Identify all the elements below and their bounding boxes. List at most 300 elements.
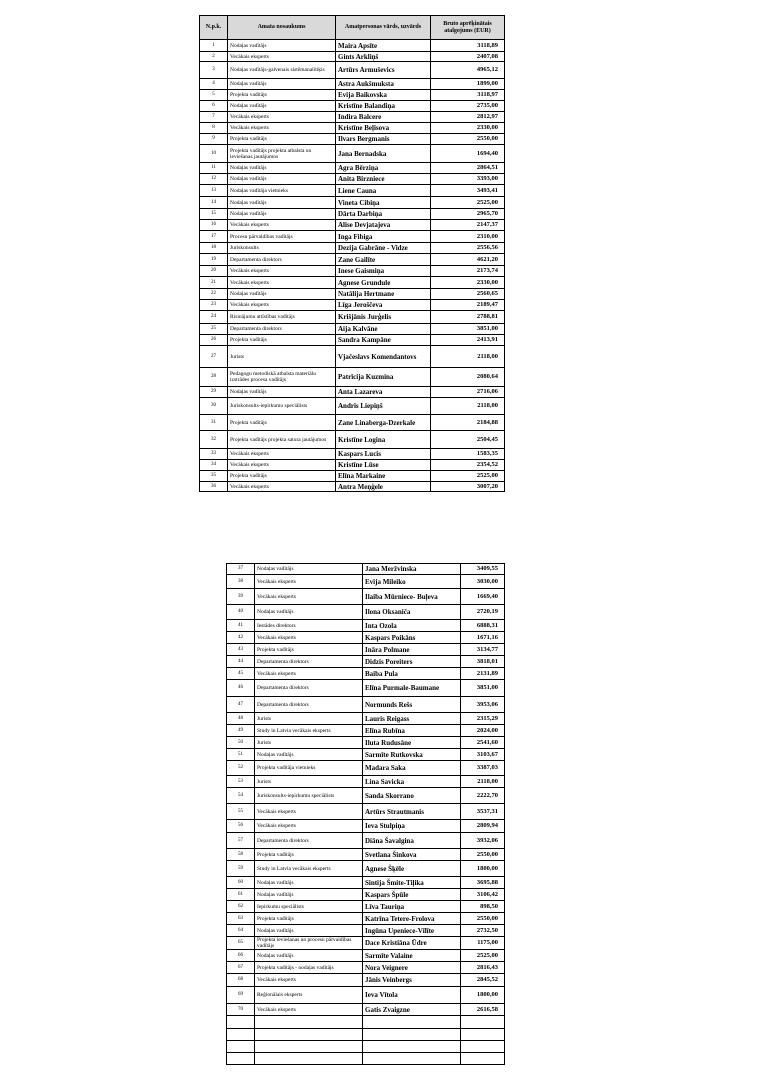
- row-salary: 2173,74: [431, 266, 505, 277]
- row-person-name: Baiba Pula: [363, 668, 461, 680]
- row-position: Iestādes direktors: [255, 620, 363, 632]
- row-salary: 2720,19: [461, 605, 505, 620]
- table-row: [227, 761, 505, 776]
- row-position: Juriskonsults-iepirkumu speciālists: [228, 398, 336, 415]
- row-person-name: Elīna Purmale-Baumane: [363, 680, 461, 697]
- row-position: Nodaļas vadītājs: [255, 564, 363, 575]
- table-row: [200, 174, 505, 185]
- row-salary: 2189,47: [431, 300, 505, 311]
- row-salary: 2550,00: [461, 849, 505, 861]
- row-position: Vecākais eksperts: [255, 804, 363, 820]
- table-row: [227, 889, 505, 901]
- row-number: 16: [200, 220, 228, 231]
- row-salary: 3409,55: [461, 564, 505, 575]
- row-number: 36: [200, 482, 228, 492]
- row-number: 49: [227, 725, 255, 737]
- row-salary: 2330,00: [431, 277, 505, 289]
- row-salary: 2024,00: [461, 725, 505, 737]
- row-salary: 2080,64: [431, 368, 505, 387]
- row-position: Projekta vadītājs: [255, 913, 363, 925]
- row-person-name: Gatis Zvaigzne: [363, 1004, 461, 1016]
- row-number: 2: [200, 52, 228, 62]
- row-salary: 2812,97: [431, 112, 505, 123]
- table-row: [200, 431, 505, 449]
- row-position: [255, 1029, 363, 1041]
- row-position: Nodaļas vadītājs: [228, 40, 336, 52]
- table-row: [227, 913, 505, 925]
- row-position: Vecākais eksperts: [255, 575, 363, 589]
- row-number: 53: [227, 776, 255, 788]
- row-position: Vecākais eksperts: [228, 266, 336, 277]
- row-person-name: Natālija Hertmane: [336, 289, 431, 300]
- table-row: [200, 101, 505, 112]
- row-salary: 2222,70: [461, 788, 505, 804]
- row-person-name: Normunds Rešs: [363, 697, 461, 713]
- row-person-name: Svetlana Šinkova: [363, 849, 461, 861]
- row-number: 1: [200, 40, 228, 52]
- row-person-name: Patrīcija Kuzmina: [336, 368, 431, 387]
- row-number: 70: [227, 1004, 255, 1016]
- row-salary: 1899,00: [431, 79, 505, 90]
- row-position: Nodaļas vadītājs: [255, 925, 363, 937]
- row-salary: 2118,00: [461, 776, 505, 788]
- row-person-name: Ilona Oksaniča: [363, 605, 461, 620]
- table-body-part-2: [227, 564, 505, 1065]
- header-number: N.p.k.: [200, 16, 228, 40]
- row-position: Vecākais eksperts: [255, 820, 363, 833]
- row-person-name: Indira Balcere: [336, 112, 431, 123]
- table-row: [227, 605, 505, 620]
- row-salary: 2525,00: [431, 197, 505, 209]
- row-position: Procesu pārvaldības vadītājs: [228, 231, 336, 243]
- table-row: [200, 112, 505, 123]
- row-salary: 2965,70: [431, 209, 505, 220]
- row-position: Nodaļas vadītājs-galvenais sistēmanalītiķis: [228, 62, 336, 79]
- row-person-name: Evija Mileiko: [363, 575, 461, 589]
- row-person-name: Ināra Polmane: [363, 644, 461, 656]
- row-number: 40: [227, 605, 255, 620]
- row-position: Projekta vadītājs: [228, 415, 336, 431]
- row-position: Nodaļas vadītājs: [228, 101, 336, 112]
- row-person-name: Sarmīte Rutkovska: [363, 749, 461, 761]
- row-salary: 3932,06: [461, 833, 505, 849]
- table-row: [227, 644, 505, 656]
- row-position: Vecākais eksperts: [228, 123, 336, 134]
- row-position: Risinājumu attīstības vadītājs: [228, 311, 336, 324]
- row-position: Nodaļas vadītājs: [228, 289, 336, 300]
- row-position: Vecākais eksperts: [228, 449, 336, 460]
- row-number: 50: [227, 737, 255, 749]
- header-position: Amata nosaukums: [228, 16, 336, 40]
- table-row: [200, 231, 505, 243]
- row-position: Nodaļas vadītājs: [228, 79, 336, 90]
- row-salary: 2147,37: [431, 220, 505, 231]
- table-row: [200, 52, 505, 62]
- row-salary: 2354,52: [431, 460, 505, 471]
- row-number: 8: [200, 123, 228, 134]
- row-person-name: Inga Fibiga: [336, 231, 431, 243]
- row-person-name: Liene Cauna: [336, 185, 431, 197]
- row-person-name: Ilvars Bergmanis: [336, 134, 431, 145]
- table-row: [227, 697, 505, 713]
- table-row: [200, 163, 505, 174]
- row-person-name: Elīna Rubīna: [363, 725, 461, 737]
- table-row: [200, 460, 505, 471]
- row-salary: 898,50: [461, 901, 505, 913]
- row-position: Vecākais eksperts: [255, 1004, 363, 1016]
- row-person-name: Didzis Poreiters: [363, 656, 461, 668]
- table-row: [227, 937, 505, 950]
- row-person-name: Ingūna Upeniece-Vīlīte: [363, 925, 461, 937]
- table-row: [227, 962, 505, 974]
- table-row: [200, 123, 505, 134]
- row-number: 21: [200, 277, 228, 289]
- row-salary: 2131,89: [461, 668, 505, 680]
- row-person-name: Kristīne Balandiņa: [336, 101, 431, 112]
- row-person-name: Līva Tauriņa: [363, 901, 461, 913]
- table-row: [200, 471, 505, 482]
- table-row: [227, 680, 505, 697]
- salary-table-part-1: [199, 15, 505, 492]
- row-person-name: Jānis Veinbergs: [363, 974, 461, 987]
- row-position: Departamenta direktors: [255, 656, 363, 668]
- row-person-name: Diāna Šavalgina: [363, 833, 461, 849]
- row-number: 44: [227, 656, 255, 668]
- header-name: Amatpersonas vārds, uzvārds: [336, 16, 431, 40]
- row-salary: 2330,00: [431, 123, 505, 134]
- row-salary: 2407,08: [431, 52, 505, 62]
- table-row: [227, 820, 505, 833]
- row-salary: 3851,00: [461, 680, 505, 697]
- row-number: 29: [200, 387, 228, 398]
- table-row: [227, 749, 505, 761]
- row-person-name: Evija Baikovska: [336, 90, 431, 101]
- row-number: 47: [227, 697, 255, 713]
- row-salary: 1175,00: [461, 937, 505, 950]
- row-salary: 2732,50: [461, 925, 505, 937]
- row-salary: 2864,51: [431, 163, 505, 174]
- row-person-name: Gints Arkliņš: [336, 52, 431, 62]
- row-salary: 2315,29: [461, 713, 505, 725]
- row-position: Reģionālais eksperts: [255, 987, 363, 1004]
- row-number: 17: [200, 231, 228, 243]
- row-person-name: Agra Bērziņa: [336, 163, 431, 174]
- row-person-name: Vjačeslavs Komendantovs: [336, 346, 431, 368]
- table-row: [200, 482, 505, 492]
- row-salary: 3953,06: [461, 697, 505, 713]
- row-person-name: Ieva Stulpiņa: [363, 820, 461, 833]
- row-position: Study in Latvia vecākais eksperts: [255, 725, 363, 737]
- table-row: [227, 877, 505, 889]
- row-number: 59: [227, 861, 255, 877]
- table-row: [200, 79, 505, 90]
- row-number: 66: [227, 950, 255, 962]
- row-salary: 3030,00: [461, 575, 505, 589]
- row-salary: 2184,88: [431, 415, 505, 431]
- row-salary: 3393,00: [431, 174, 505, 185]
- row-person-name: Elīna Markaine: [336, 471, 431, 482]
- row-salary: 2556,56: [431, 243, 505, 254]
- row-person-name: Sanda Skorrano: [363, 788, 461, 804]
- row-position: Nodaļas vadītājs: [255, 889, 363, 901]
- row-salary: [461, 1029, 505, 1041]
- row-person-name: Krišjānis Jurģelis: [336, 311, 431, 324]
- row-person-name: Kristīne Beļisova: [336, 123, 431, 134]
- row-salary: 1669,40: [461, 589, 505, 605]
- row-number: [227, 1053, 255, 1065]
- row-salary: 2616,58: [461, 1004, 505, 1016]
- row-position: Nodaļas vadītājs: [255, 605, 363, 620]
- row-salary: [461, 1053, 505, 1065]
- row-salary: 2550,00: [461, 913, 505, 925]
- row-number: 67: [227, 962, 255, 974]
- row-salary: 3851,00: [431, 324, 505, 335]
- row-person-name: Andris Liepiņš: [336, 398, 431, 415]
- row-number: 28: [200, 368, 228, 387]
- row-person-name: Zane Gailīte: [336, 254, 431, 266]
- row-number: 55: [227, 804, 255, 820]
- row-person-name: Kaspars Poikāns: [363, 632, 461, 644]
- row-position: Jurists: [255, 713, 363, 725]
- row-number: 24: [200, 311, 228, 324]
- row-position: Jurists: [255, 737, 363, 749]
- row-position: Vecākais eksperts: [228, 52, 336, 62]
- row-salary: 3007,20: [431, 482, 505, 492]
- row-salary: 3118,97: [431, 90, 505, 101]
- row-number: 48: [227, 713, 255, 725]
- row-number: 14: [200, 197, 228, 209]
- row-position: Projekta vadītājs - nodaļas vadītājs: [255, 962, 363, 974]
- row-position: Juriskonsults: [228, 243, 336, 254]
- row-person-name: Jana Bernadska: [336, 145, 431, 163]
- row-number: [227, 1029, 255, 1041]
- row-salary: 2816,43: [461, 962, 505, 974]
- row-position: Departamenta direktors: [228, 254, 336, 266]
- table-header-row: [200, 16, 505, 40]
- row-number: 31: [200, 415, 228, 431]
- table-body-part-1: [200, 40, 505, 492]
- row-salary: 2788,81: [431, 311, 505, 324]
- row-number: 46: [227, 680, 255, 697]
- row-person-name: Ilaiba Mūrniece- Buļeva: [363, 589, 461, 605]
- row-salary: 2310,00: [431, 231, 505, 243]
- row-number: 51: [227, 749, 255, 761]
- row-salary: 4965,12: [431, 62, 505, 79]
- row-number: 26: [200, 335, 228, 346]
- row-number: 25: [200, 324, 228, 335]
- table-row: [200, 209, 505, 220]
- row-number: [227, 1041, 255, 1053]
- table-row: [200, 243, 505, 254]
- row-position: Vecākais eksperts: [255, 668, 363, 680]
- row-number: 5: [200, 90, 228, 101]
- table-row: [227, 849, 505, 861]
- row-number: 12: [200, 174, 228, 185]
- row-position: Nodaļas vadītājs: [255, 950, 363, 962]
- row-position: Departamenta direktors: [255, 697, 363, 713]
- row-number: 11: [200, 163, 228, 174]
- row-position: Projekta vadītāja vietnieks: [255, 761, 363, 776]
- row-number: 38: [227, 575, 255, 589]
- table-row: [200, 289, 505, 300]
- table-row: [200, 277, 505, 289]
- row-number: 39: [227, 589, 255, 605]
- table-row: [227, 788, 505, 804]
- table-row: [200, 300, 505, 311]
- header-salary: Bruto aprēķinātais atalgojums (EUR): [431, 16, 505, 40]
- row-position: Vecākais eksperts: [228, 277, 336, 289]
- row-person-name: Lina Savicka: [363, 776, 461, 788]
- row-number: 69: [227, 987, 255, 1004]
- row-position: Vecākais eksperts: [228, 300, 336, 311]
- table-row: [227, 668, 505, 680]
- row-salary: 4621,20: [431, 254, 505, 266]
- table-row: [200, 134, 505, 145]
- row-number: 68: [227, 974, 255, 987]
- row-person-name: Zane Linaberga-Dzerkale: [336, 415, 431, 431]
- row-person-name: Lauris Reigass: [363, 713, 461, 725]
- row-number: [227, 1016, 255, 1029]
- row-number: 58: [227, 849, 255, 861]
- table-row: [200, 311, 505, 324]
- table-row: [200, 145, 505, 163]
- row-number: 32: [200, 431, 228, 449]
- row-position: Nodaļas vadītājs: [228, 174, 336, 185]
- row-position: Projekta vadītājs: [228, 90, 336, 101]
- row-person-name: Inta Ozola: [363, 620, 461, 632]
- row-person-name: Artūrs Armuševics: [336, 62, 431, 79]
- row-salary: 2413,91: [431, 335, 505, 346]
- row-position: Nodaļas vadītāja vietnieks: [228, 185, 336, 197]
- row-salary: 1694,40: [431, 145, 505, 163]
- row-person-name: Anita Birzniece: [336, 174, 431, 185]
- row-number: 54: [227, 788, 255, 804]
- row-person-name: Nora Veignere: [363, 962, 461, 974]
- row-position: Vecākais eksperts: [255, 974, 363, 987]
- table-row: [200, 254, 505, 266]
- row-person-name: Vineta Cibiņa: [336, 197, 431, 209]
- row-salary: 3695,88: [461, 877, 505, 889]
- table-row: [227, 589, 505, 605]
- row-number: 34: [200, 460, 228, 471]
- row-person-name: Kaspars Lucis: [336, 449, 431, 460]
- row-salary: 3537,31: [461, 804, 505, 820]
- row-person-name: Līga Jeroščeva: [336, 300, 431, 311]
- table-row: [227, 632, 505, 644]
- row-salary: 6888,31: [461, 620, 505, 632]
- row-number: 6: [200, 101, 228, 112]
- row-position: Nodaļas vadītājs: [255, 749, 363, 761]
- row-salary: 3493,41: [431, 185, 505, 197]
- table-row: [227, 564, 505, 575]
- row-salary: 1671,16: [461, 632, 505, 644]
- row-person-name: Aija Kalvāne: [336, 324, 431, 335]
- row-person-name: [363, 1053, 461, 1065]
- table-row: [227, 713, 505, 725]
- row-position: Vecākais eksperts: [228, 220, 336, 231]
- row-person-name: Kristīne Lūse: [336, 460, 431, 471]
- row-salary: 3134,77: [461, 644, 505, 656]
- row-person-name: Madara Saka: [363, 761, 461, 776]
- row-position: Jurists: [255, 776, 363, 788]
- row-number: 30: [200, 398, 228, 415]
- row-position: Pedagogu metodiskā atbalsta materiālu izstrādes procesa vadītājs: [228, 368, 336, 387]
- row-number: 57: [227, 833, 255, 849]
- row-salary: [461, 1041, 505, 1053]
- row-salary: 1583,35: [431, 449, 505, 460]
- table-row: [227, 1029, 505, 1041]
- row-number: 19: [200, 254, 228, 266]
- table-row: [227, 776, 505, 788]
- row-position: Projekta vadītājs projekta atbalsta un ieviešanas jautājumos: [228, 145, 336, 163]
- row-position: Iepirkumu speciālists: [255, 901, 363, 913]
- row-number: 35: [200, 471, 228, 482]
- row-salary: 1800,00: [461, 987, 505, 1004]
- row-position: Nodaļas vadītājs: [228, 387, 336, 398]
- row-person-name: [363, 1029, 461, 1041]
- row-position: Projekta vadītājs: [228, 335, 336, 346]
- row-person-name: [363, 1041, 461, 1053]
- row-number: 9: [200, 134, 228, 145]
- table-row: [227, 950, 505, 962]
- row-salary: [461, 1016, 505, 1029]
- row-position: [255, 1053, 363, 1065]
- table-row: [227, 833, 505, 849]
- table-row: [227, 620, 505, 632]
- row-salary: 2118,00: [431, 346, 505, 368]
- row-position: Study in Latvia vecākais eksperts: [255, 861, 363, 877]
- table-row: [227, 861, 505, 877]
- row-number: 41: [227, 620, 255, 632]
- row-person-name: Katrīna Tetere-Frolova: [363, 913, 461, 925]
- row-number: 10: [200, 145, 228, 163]
- row-number: 56: [227, 820, 255, 833]
- row-salary: 2525,00: [431, 471, 505, 482]
- row-number: 37: [227, 564, 255, 575]
- row-position: Projekta vadītājs: [255, 644, 363, 656]
- row-position: Vecākais eksperts: [255, 589, 363, 605]
- table-row: [227, 925, 505, 937]
- row-salary: 3818,01: [461, 656, 505, 668]
- row-person-name: Artūrs Strautmanis: [363, 804, 461, 820]
- row-number: 27: [200, 346, 228, 368]
- table-row: [227, 804, 505, 820]
- table-row: [200, 368, 505, 387]
- row-salary: 3103,67: [461, 749, 505, 761]
- row-position: Vecākais eksperts: [228, 112, 336, 123]
- row-person-name: Maira Apsīte: [336, 40, 431, 52]
- row-position: Vecākais eksperts: [228, 482, 336, 492]
- table-row: [200, 398, 505, 415]
- row-person-name: Inese Gaismiņa: [336, 266, 431, 277]
- row-person-name: Ieva Vītola: [363, 987, 461, 1004]
- row-position: [255, 1016, 363, 1029]
- row-position: Nodaļas vadītājs: [228, 197, 336, 209]
- table-row: [200, 62, 505, 79]
- table-row: [200, 266, 505, 277]
- row-salary: 3118,89: [431, 40, 505, 52]
- row-number: 63: [227, 913, 255, 925]
- salary-table-part-2: [226, 563, 505, 1065]
- table-row: [200, 40, 505, 52]
- row-person-name: Sarmīte Valaine: [363, 950, 461, 962]
- row-position: Juriskonsults-iepirkumu speciālists: [255, 788, 363, 804]
- table-row: [227, 974, 505, 987]
- table-row: [200, 220, 505, 231]
- row-position: Departamenta direktors: [228, 324, 336, 335]
- table-row: [227, 1053, 505, 1065]
- row-person-name: [363, 1016, 461, 1029]
